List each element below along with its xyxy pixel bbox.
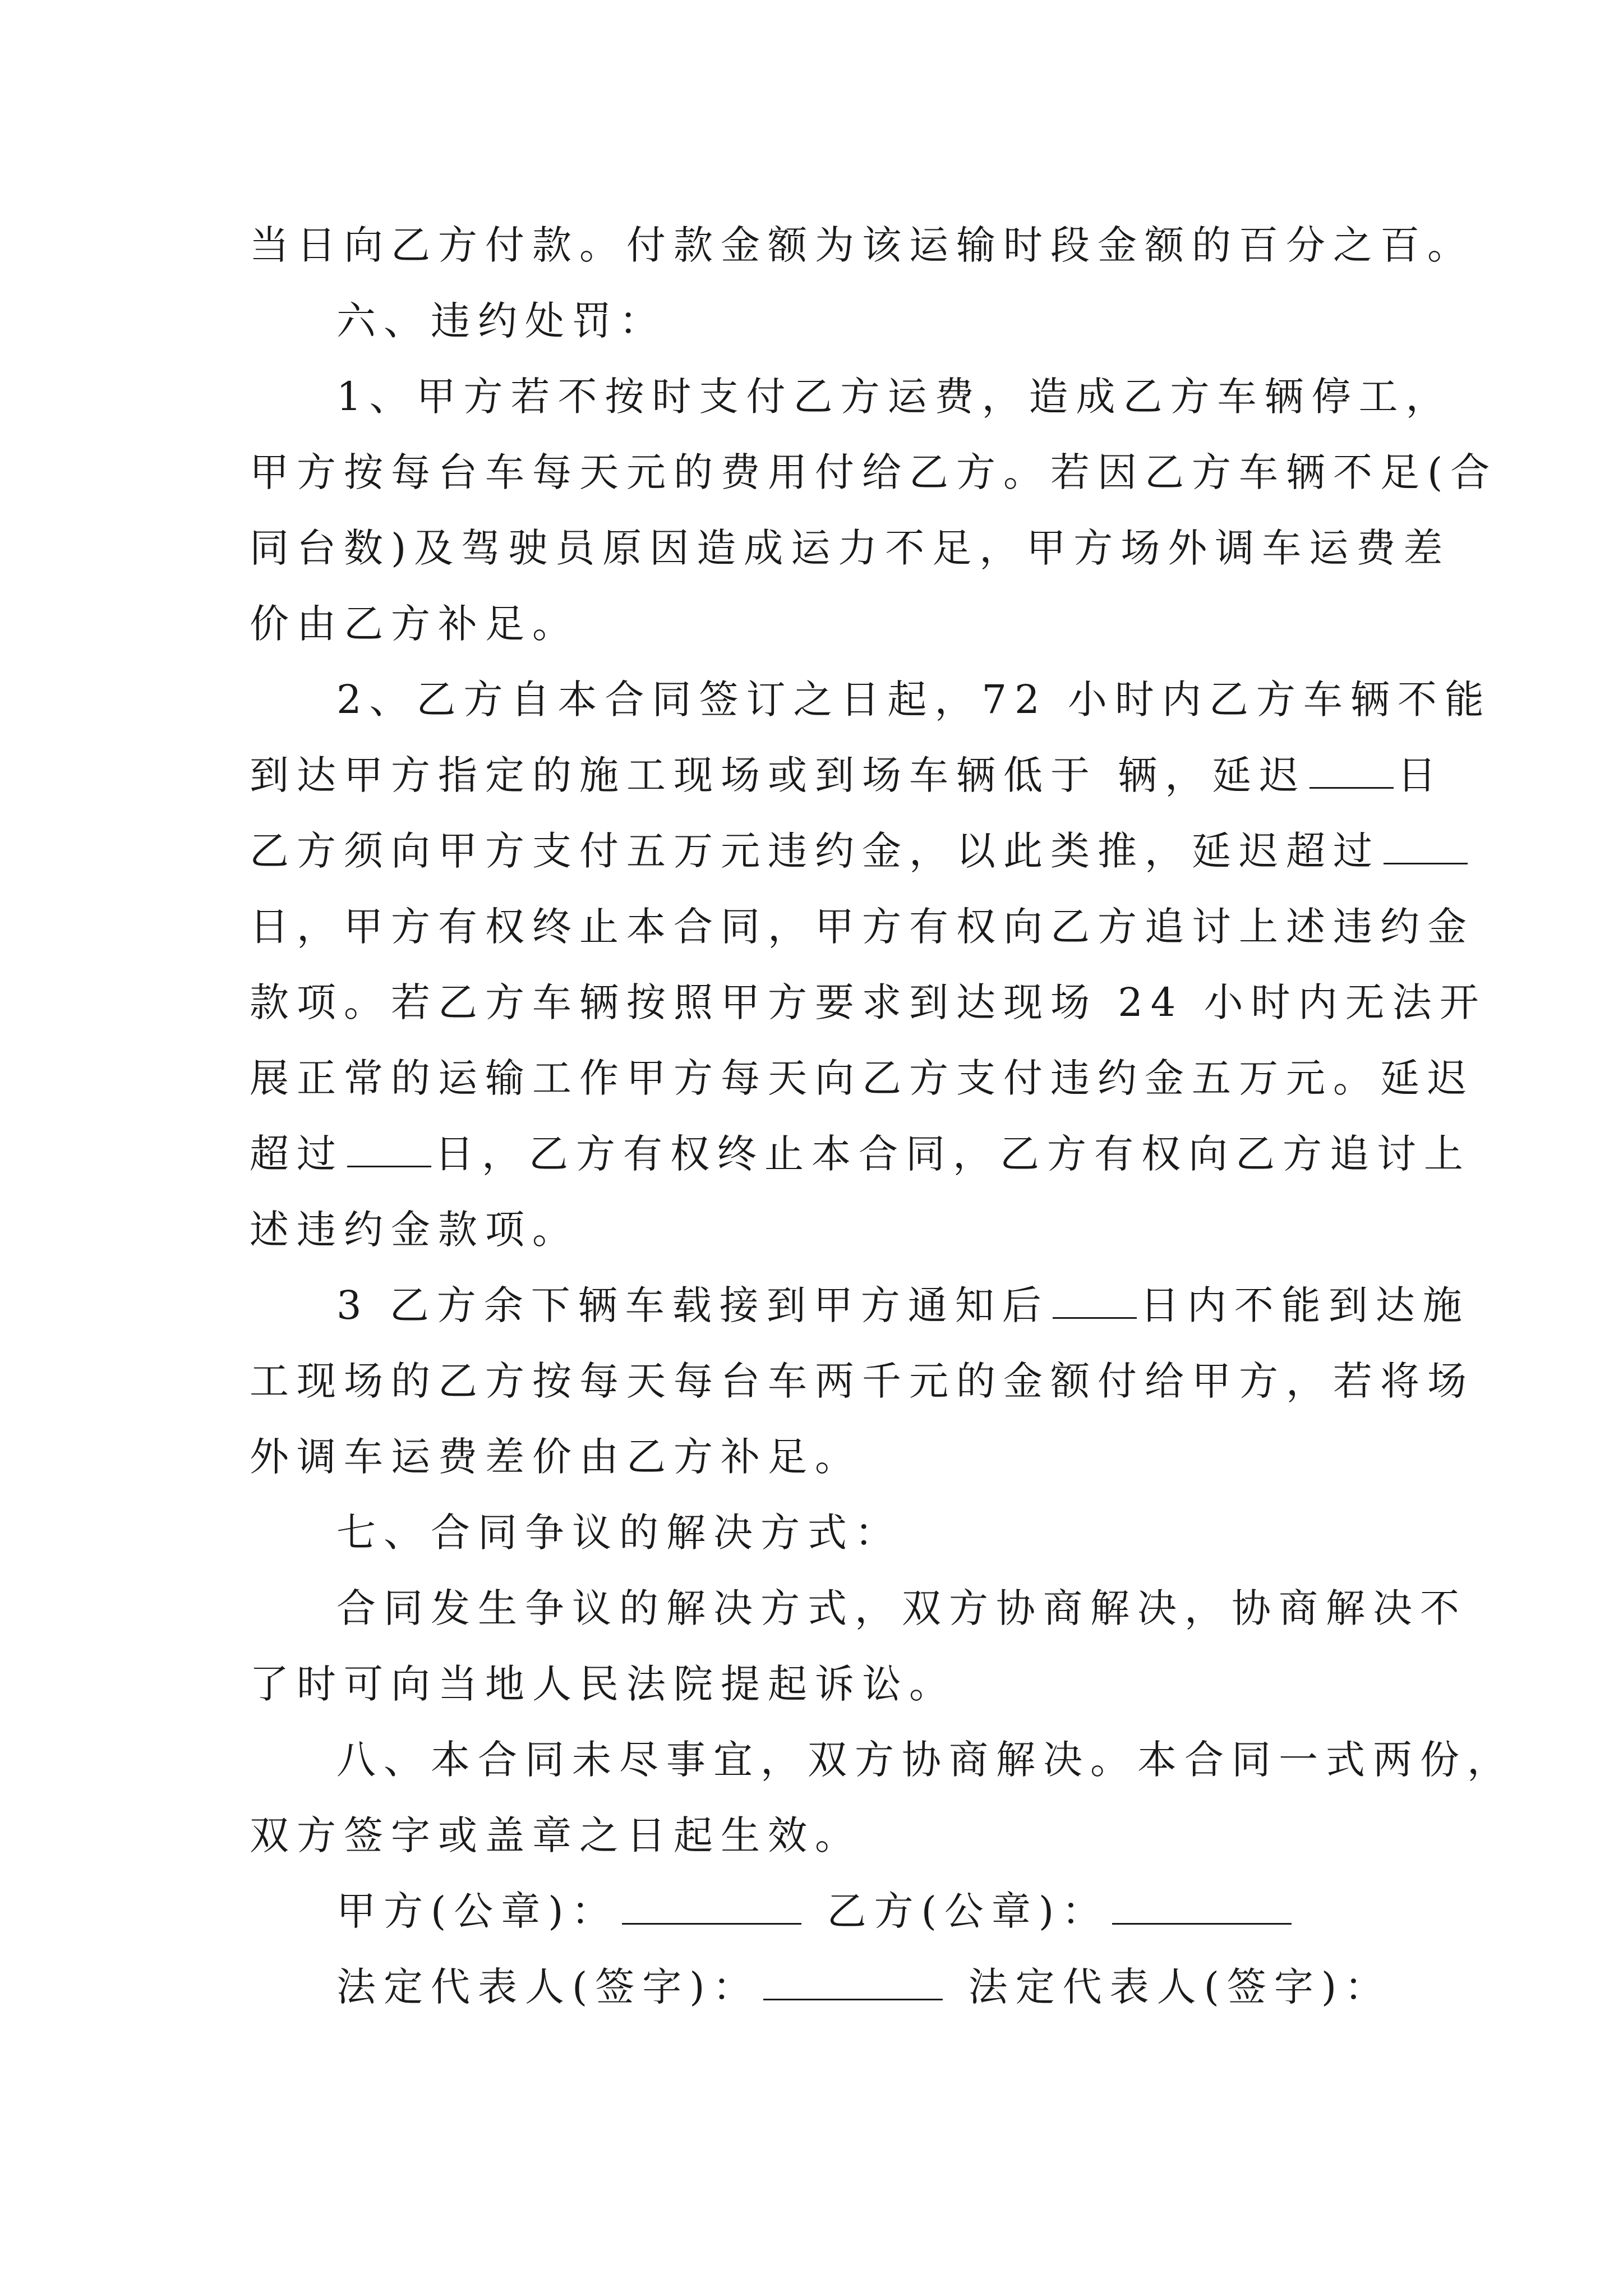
party-a-representative-label: 法定代表人(签字)：	[336, 1964, 760, 2010]
signature-line-representative	[336, 1962, 1391, 2012]
party-a-seal-blank	[622, 1889, 801, 1925]
line-text: 日	[1397, 752, 1445, 798]
paragraph-line: 双方签字或盖章之日起生效。	[250, 1812, 862, 1858]
line-text: 日内不能到达施	[1140, 1282, 1470, 1328]
paragraph-line: 展正常的运输工作甲方每天向乙方支付违约金五万元。延迟	[250, 1055, 1474, 1101]
fill-blank	[1384, 829, 1468, 864]
paragraph-line: 2、乙方自本合同签订之日起，72 小时内乙方车辆不能	[336, 677, 1492, 723]
paragraph-line: 甲方按每台车每天元的费用付给乙方。若因乙方车辆不足(合	[250, 449, 1498, 495]
party-b-seal-blank	[1112, 1889, 1292, 1925]
party-b-seal-label: 乙方(公章)：	[827, 1888, 1109, 1934]
section-heading: 六、违约处罚：	[336, 298, 666, 344]
paragraph-line: 合同发生争议的解决方式，双方协商解决，协商解决不	[336, 1585, 1467, 1631]
fill-blank	[1310, 753, 1394, 789]
paragraph-line	[250, 750, 1444, 800]
fill-blank	[347, 1132, 431, 1167]
paragraph-line: 工现场的乙方按每天每台车两千元的金额付给甲方，若将场	[250, 1358, 1474, 1404]
line-text: 日，乙方有权终止本合同，乙方有权向乙方追讨上	[435, 1131, 1471, 1177]
fill-blank	[1053, 1283, 1137, 1319]
line-text: 到达甲方指定的施工现场或到场车辆低于 辆，延迟	[250, 752, 1307, 798]
paragraph-line: 外调车运费差价由乙方补足。	[250, 1434, 862, 1480]
paragraph-line: 当日向乙方付款。付款金额为该运输时段金额的百分之百。	[250, 222, 1474, 268]
paragraph-line: 款项。若乙方车辆按照甲方要求到达现场 24 小时内无法开	[250, 979, 1487, 1025]
party-b-representative-label: 法定代表人(签字)：	[968, 1964, 1392, 2010]
paragraph-line: 述违约金款项。	[250, 1207, 579, 1253]
party-a-representative-blank	[763, 1965, 943, 2000]
line-text: 乙方须向甲方支付五万元违约金，以此类推，延迟超过	[250, 828, 1380, 874]
paragraph-line: 价由乙方补足。	[250, 601, 579, 647]
paragraph-line	[250, 1129, 1471, 1179]
paragraph-line	[336, 1280, 1470, 1331]
paragraph-line: 同台数)及驾驶员原因造成运力不足，甲方场外调车运费差	[250, 525, 1451, 571]
line-text: 超过	[250, 1131, 344, 1177]
paragraph-line: 了时可向当地人民法院提起诉讼。	[250, 1661, 956, 1707]
party-a-seal-label: 甲方(公章)：	[336, 1888, 619, 1934]
section-heading: 七、合同争议的解决方式：	[336, 1510, 902, 1556]
paragraph-line: 八、本合同未尽事宜，双方协商解决。本合同一式两份，	[336, 1737, 1514, 1783]
line-text: 3 乙方余下辆车载接到甲方通知后	[336, 1282, 1049, 1328]
paragraph-line: 1、甲方若不按时支付乙方运费，造成乙方车辆停工，	[336, 374, 1453, 420]
signature-line-seal	[336, 1886, 1295, 1936]
paragraph-line: 日，甲方有权终止本合同，甲方有权向乙方追讨上述违约金	[250, 904, 1474, 950]
paragraph-line	[250, 826, 1471, 876]
